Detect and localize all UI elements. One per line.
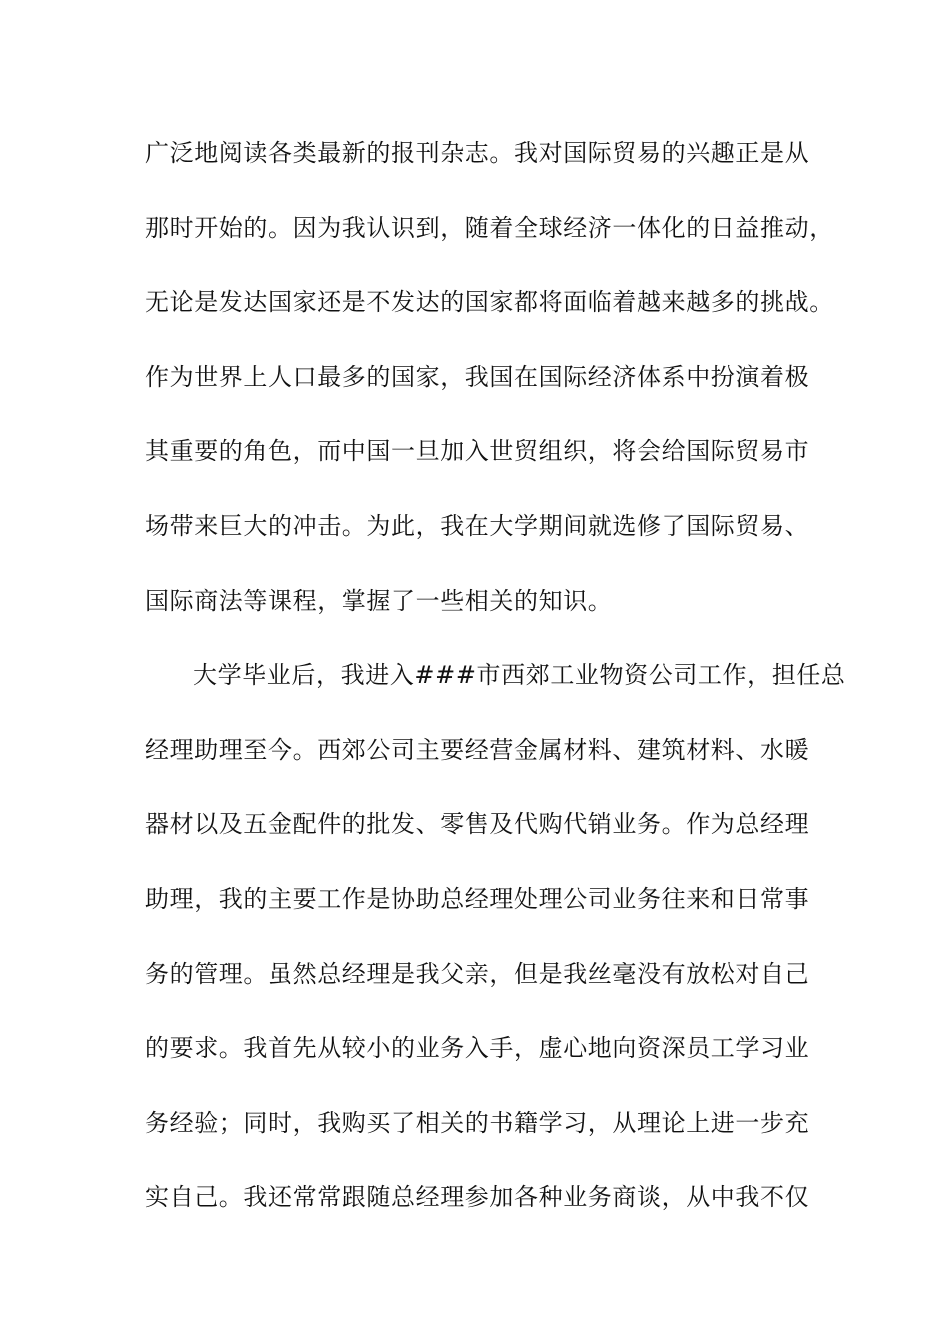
text-line: 国际商法等课程，掌握了一些相关的知识。 <box>145 586 613 615</box>
text-line: 实自己。我还常常跟随总经理参加各种业务商谈，从中我不仅 <box>145 1183 810 1212</box>
text-line: 其重要的角色，而中国一旦加入世贸组织，将会给国际贸易市 <box>145 437 810 466</box>
text-line: 无论是发达国家还是不发达的国家都将面临着越来越多的挑战。 <box>145 288 834 317</box>
text-line: 务的管理。虽然总经理是我父亲，但是我丝毫没有放松对自己 <box>145 959 810 988</box>
document-body <box>145 132 846 1251</box>
paragraph-first-line: 大学毕业后，我进入###市西郊工业物资公司工作，担任总 <box>193 661 846 690</box>
text-line: 助理，我的主要工作是协助总经理处理公司业务往来和日常事 <box>145 884 810 913</box>
text-line: 作为世界上人口最多的国家，我国在国际经济体系中扮演着极 <box>145 362 810 391</box>
text-line: 务经验；同时，我购买了相关的书籍学习，从理论上进一步充 <box>145 1108 810 1137</box>
text-line: 广泛地阅读各类最新的报刊杂志。我对国际贸易的兴趣正是从 <box>145 139 810 167</box>
text-line: 器材以及五金配件的批发、零售及代购代销业务。作为总经理 <box>145 810 810 839</box>
text-line: 场带来巨大的冲击。为此，我在大学期间就选修了国际贸易、 <box>145 511 810 540</box>
text-line: 那时开始的。因为我认识到，随着全球经济一体化的日益推动， <box>145 213 834 242</box>
text-line: 经理助理至今。西郊公司主要经营金属材料、建筑材料、水暖 <box>145 735 810 764</box>
text-line: 的要求。我首先从较小的业务入手，虚心地向资深员工学习业 <box>145 1034 810 1063</box>
